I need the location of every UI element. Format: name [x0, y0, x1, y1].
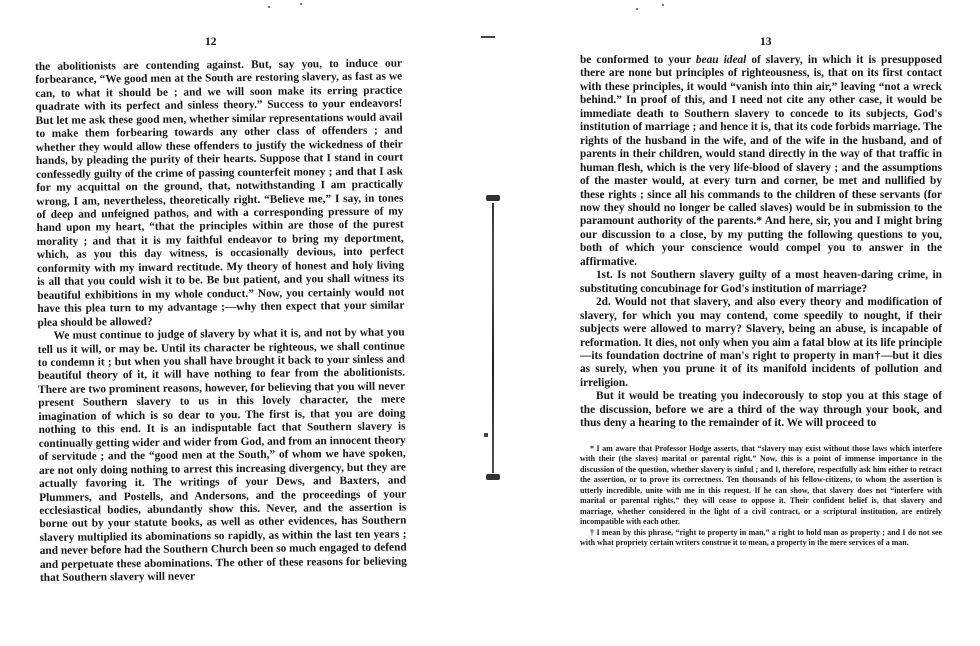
left-page-body	[35, 57, 407, 585]
scan-speck	[300, 3, 302, 5]
right-page	[490, 0, 980, 646]
paragraph: 2d. Would not that slavery, and also every theory and modification of slavery, for which you may contend, come speedily to nought, if their subjects were allowed to marry? Slavery, being an abuse, is incapable of reformation. It dies, not only when you aim a fatal blow at its life principle—its foundation doctrine of man's right to property in man†—but it dies as surely, when you prune it of its manifold incidents of pollution and irreligion.	[580, 296, 942, 389]
page-number: 12	[205, 36, 217, 48]
page-number: 13	[760, 36, 772, 48]
paragraph: be conformed to your beau ideal of slavery, in which it is presupposed there are none but principles of righteousness, is, that on its first contact with these principles, it would “vanish into thin air,” leaving “not a wreck behind.” In proof of this, and I need not cite any other case, it would be immediate death to Southern slavery to concede to its subjects, God's institution of marriage ; and hence it is, that its code forbids marriage. The rights of the husband in the wife, and of the wife in the husband, and of parents in their children, would stand directly in the way of that traffic in human flesh, which is the very life-blood of slavery ; and the assumptions of the master would, at every turn and corner, be met and nullified by these rights ; since all his commands to the children of these servants (for now they should no longer be called slaves) would be in submission to the paramount authority of the parents.* And here, sir, you and I might bring our discussion to a close, by my putting the following questions to you, both of which your conscience would compel you to answer in the affirmative.	[580, 54, 943, 268]
scan-speck	[268, 6, 270, 8]
footnote: * I am aware that Professor Hodge asserts, that “slavery may exist without those laws which interfere with their (the slaves) marital or parental right.” Now, this is a point of immense importance in the discussion of the question, whether slavery is sinful ; and I, therefore, respectfully ask him either to retract the assertion, or to prove its correctness. Ten thousands of his fellow-citizens, to whom the assertion is utterly incredible, unite with me in this request. If he can show, that slavery does not “interfere with marital or parental rights,” they will cease to oppose it. Their confident belief is, that slavery and marriage, whether considered in the light of a civil contract, or a scriptural institution, are entirely incompatible with each other.	[580, 444, 942, 527]
scan-mark	[484, 433, 488, 437]
emphasis: beau ideal	[695, 54, 747, 66]
footnote: † I mean by this phrase, “right to property in man,” a right to hold man as property ; and I do not see with what propriety certain writers construe it to mean, a property in the mere services of a man.	[580, 527, 942, 548]
paragraph: the abolitionists are contending against. But, say you, to induce our forbearance, “We good men at the South are restoring slavery, as fast as we can, to what it should be ; and we will soon make its erring practice quadrate with its perfect and sinless theory.” Success to your endeavors! But let me ask these good men, whether similar representations would avail to make them forbearing towards any other class of offenders ; and whether they would allow these offenders to justify the wickedness of their hands, by pleading the purity of their hearts. Suppose that I stand in court confessedly guilty of the crime of passing counterfeit money ; and that I ask for my acquittal on the ground, that, notwithstanding I am practically wrong, I am, nevertheless, theoretically right. “Believe me,” I say, in tones of deep and unfeigned pathos, and with a corresponding pressure of my hand upon my heart, “that the principles within are those of the purest morality ; and that it is my faithful endeavor to bring my deportment, which, as you this day witness, is occasionally devious, into perfect conformity with my inward rectitude. My theory of honest and holy living is all that you could wish it to be. Be but patient, and you shall witness its beautiful exhibitions in my whole conduct.” Now, you certainly would not have this plea turn to my advantage ;—why then expect that your similar plea should be allowed?	[35, 57, 405, 329]
right-page-body	[580, 54, 942, 431]
footnotes	[580, 444, 942, 549]
paragraph: But it would be treating you indecorously to stop you at this stage of the discussion, before we are a third of the way through your book, and thus deny a hearing to the remainder of it. We will proceed to	[580, 390, 942, 430]
paragraph: 1st. Is not Southern slavery guilty of a most heaven-daring crime, in substituting concubinage for God's institution of marriage?	[580, 269, 942, 295]
paragraph: We must continue to judge of slavery by what it is, and not by what you tell us it will, or may be. Until its character be righteous, we shall continue to condemn it ; but when you shall have brought it back to your sinless and beautiful theory of it, it will have nothing to fear from the abolitionists. There are two prominent reasons, however, for believing that you will never present Southern slavery to us in this lovely character, the mere imagination of which is so dear to you. The first is, that you are doing nothing to this end. It is an indisputable fact that Southern slavery is continually getting wider and wider from God, and from an innocent theory of servitude ; and the “good men at the South,” of whom we have spoken, are not only doing nothing to arrest this increasing divergency, but they are actually favoring it. The writings of your Dews, and Baxters, and Plummers, and Postells, and Andersons, and the proceedings of your ecclesiastical bodies, abundantly show this. Never, and the assertion is borne out by your statute books, as well as other evidences, has Southern slavery multiplied its abominations so rapidly, as within the last ten years ; and never before had the Southern Church been so much engaged to defend and perpetuate these abominations. The other of these reasons for believing that Southern slavery will never	[37, 326, 407, 585]
